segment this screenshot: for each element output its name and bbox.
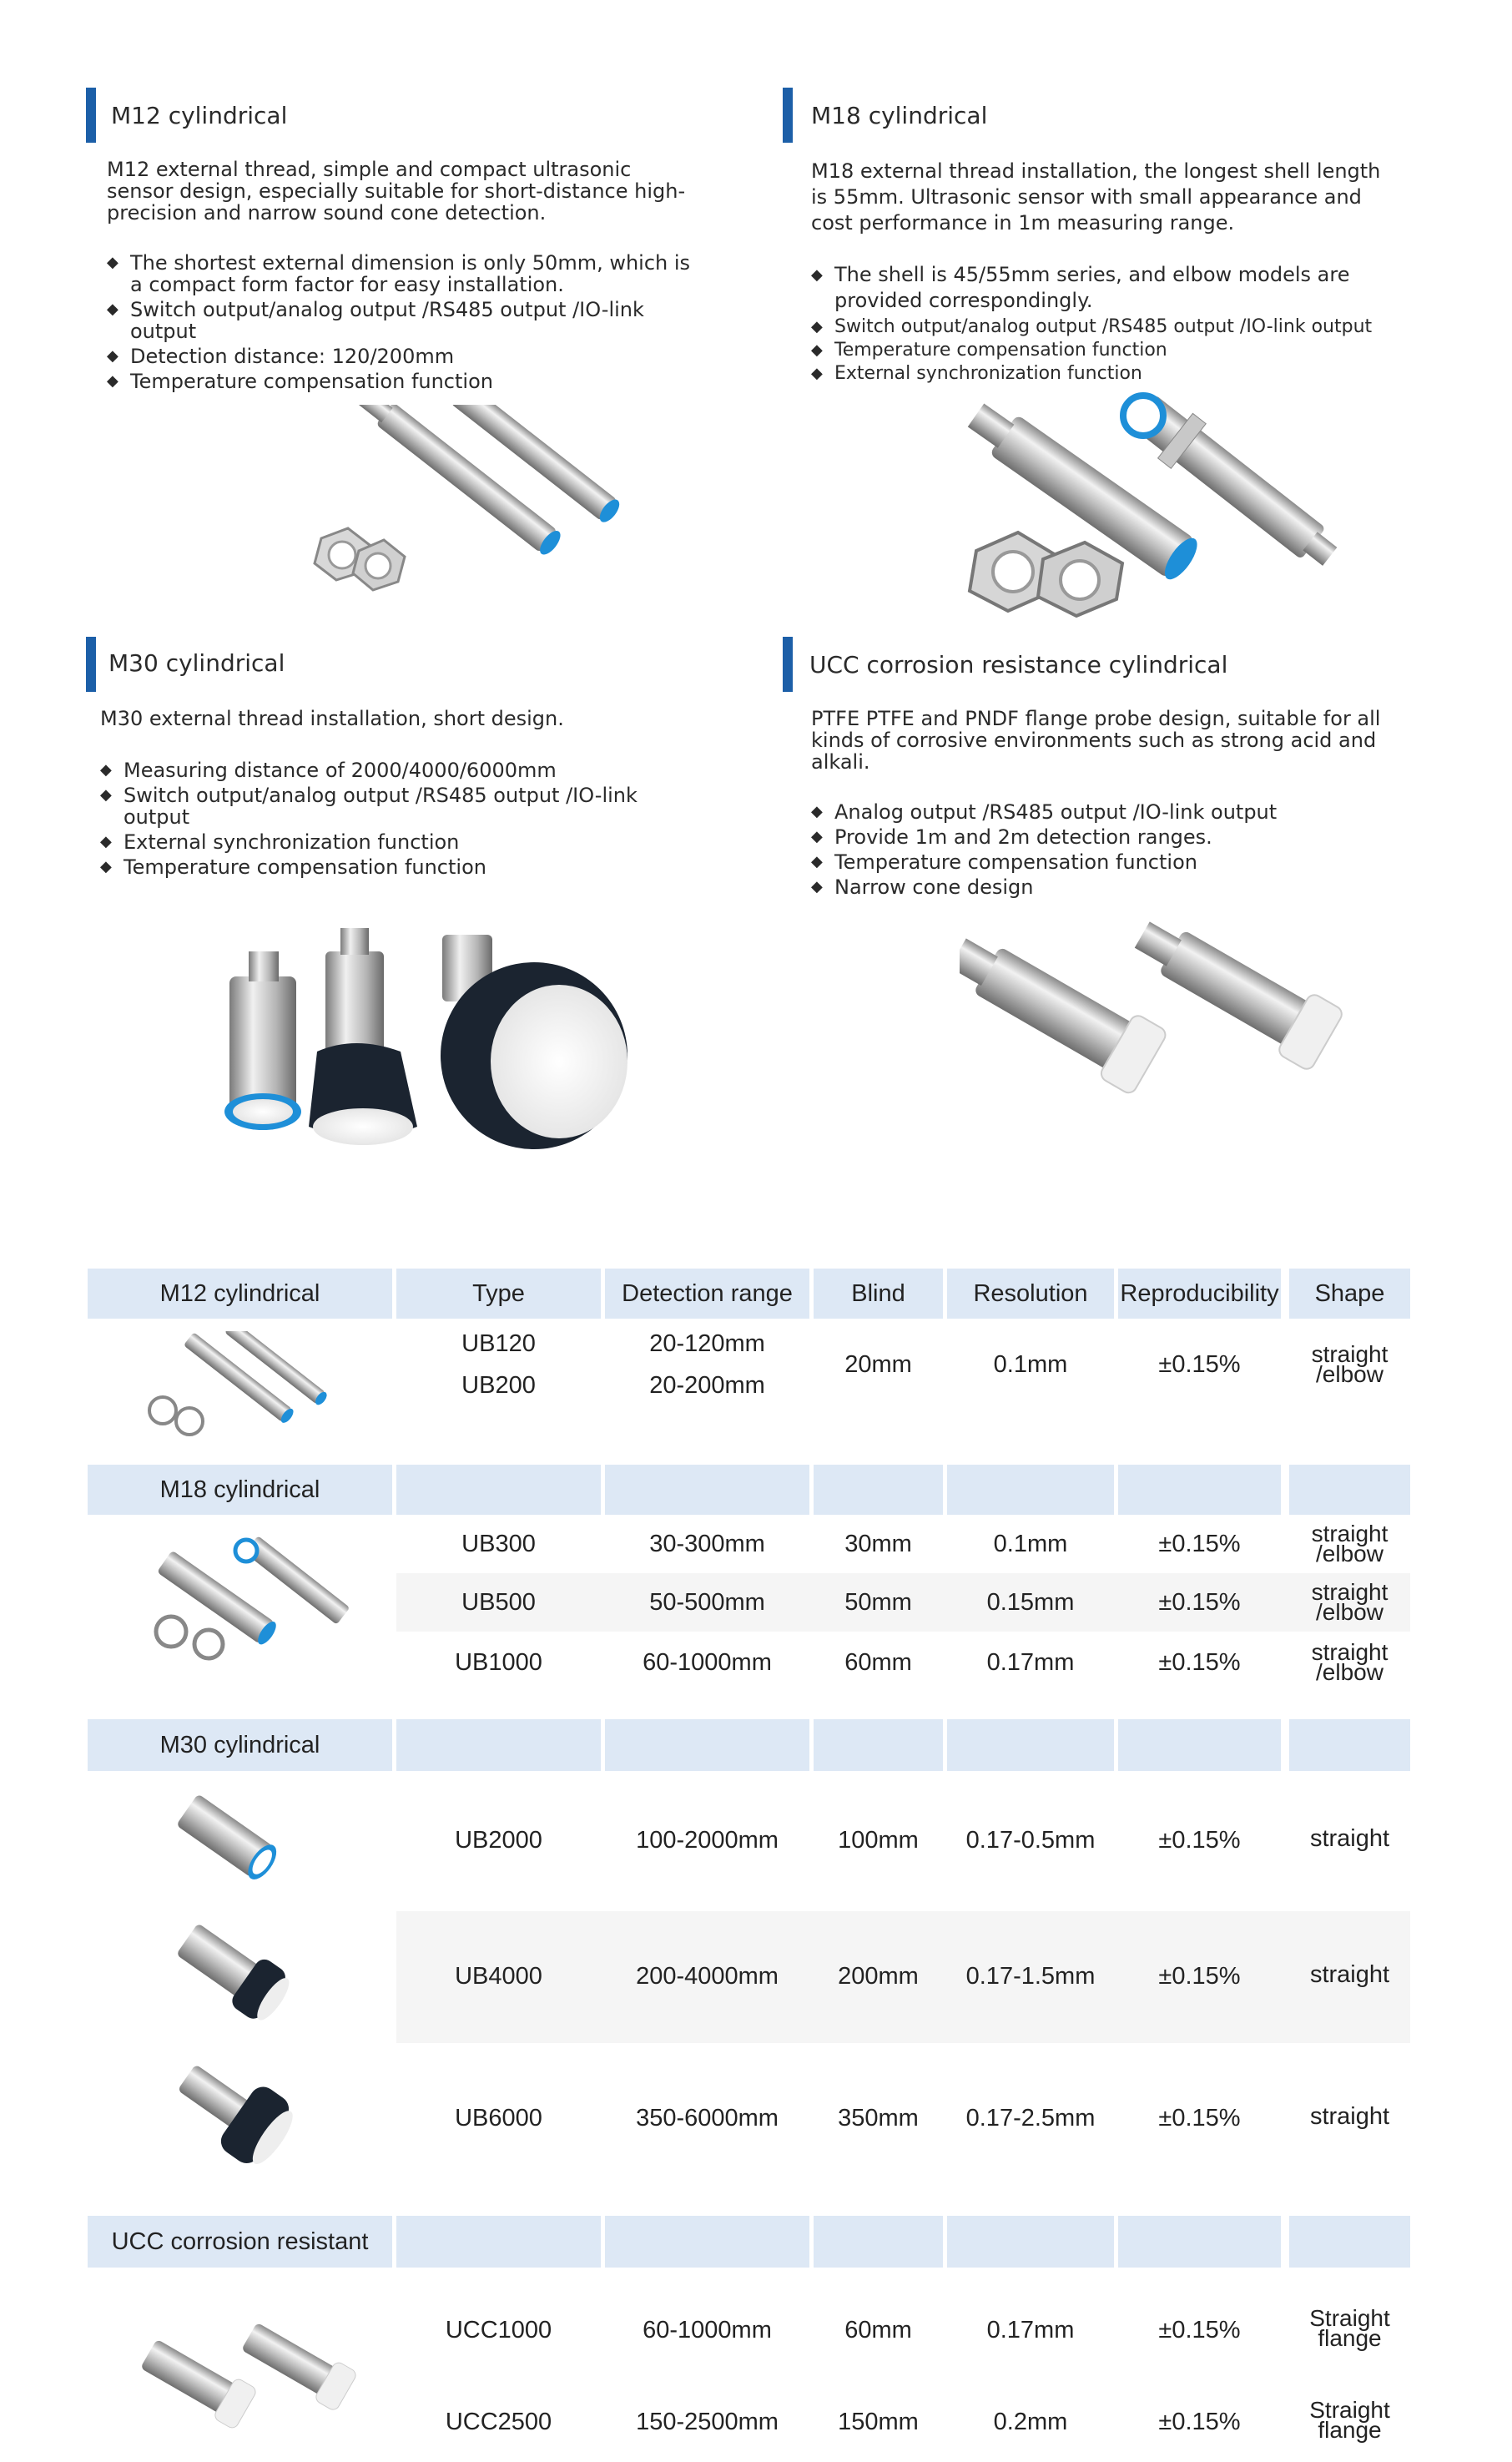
range-cell: 150-2500mm (636, 2408, 779, 2435)
column-header-cell (947, 1719, 1114, 1771)
reproducibility-cell: ±0.15% (1158, 1588, 1241, 1616)
m18-sensor-image (951, 392, 1352, 618)
column-header-cell (396, 1465, 601, 1515)
shape-line: straight (1311, 1341, 1389, 1367)
shape-line: /elbow (1316, 1541, 1383, 1566)
column-header-cell (605, 1719, 809, 1771)
shape-line: /elbow (1316, 1599, 1383, 1625)
feature-item: ◆ Temperature compensation function (107, 371, 691, 392)
feature-item: ◆ Narrow cone design (811, 876, 1387, 898)
shape-line: straight (1311, 1639, 1389, 1665)
shape-line: flange (1318, 2417, 1382, 2443)
shape-line: Straight (1309, 2305, 1390, 2331)
ub4000-thumb-image (171, 1915, 313, 2041)
section-title: M30 cylindrical (108, 649, 285, 677)
ub6000-thumb-image (171, 2053, 321, 2187)
column-header: Blind (851, 1279, 905, 1307)
m30-sensor-image (200, 918, 668, 1160)
shape-line: Straight (1309, 2397, 1390, 2423)
shape-cell (1289, 1335, 1410, 1394)
shape-cell (1289, 2394, 1410, 2447)
shape-cell (1289, 1577, 1410, 1627)
ucc-thumb-image (125, 2303, 367, 2445)
type-cell: UB1000 (455, 1648, 542, 1676)
range-cell: 50-500mm (649, 1588, 765, 1616)
type-cell: UB120 (461, 1329, 536, 1357)
blind-cell: 50mm (844, 1588, 912, 1616)
feature-item: ◆ Switch output/analog output /RS485 output /IO-link output (811, 317, 1387, 337)
resolution-cell: 0.2mm (993, 2408, 1068, 2435)
feature-item: ◆ The shell is 45/55mm series, and elbow models are provided correspondingly. (811, 262, 1387, 314)
column-header-cell (947, 1465, 1114, 1515)
shape-line: /elbow (1316, 1659, 1383, 1685)
blind-cell: 20mm (844, 1350, 912, 1378)
column-header-cell (1289, 2216, 1410, 2268)
resolution-cell: 0.17mm (986, 2316, 1075, 2343)
reproducibility-cell: ±0.15% (1158, 1962, 1241, 1990)
resolution-cell: 0.1mm (993, 1350, 1068, 1378)
feature-list (811, 262, 1387, 387)
m18-thumb-image (138, 1536, 355, 1661)
range-cell: 20-120mm (649, 1329, 765, 1357)
shape-line: flange (1318, 2325, 1382, 2351)
section-accent-bar (86, 88, 96, 143)
range-cell: 60-1000mm (643, 1648, 772, 1676)
feature-item: ◆ External synchronization function (100, 831, 684, 853)
resolution-cell: 0.17mm (986, 1648, 1075, 1676)
type-cell: UB6000 (455, 2104, 542, 2132)
reproducibility-cell: ±0.15% (1158, 1826, 1241, 1854)
column-header-cell (947, 2216, 1114, 2268)
column-header: Reproducibility (1120, 1279, 1279, 1307)
range-cell: 350-6000mm (636, 2104, 779, 2132)
group-name: M18 cylindrical (159, 1476, 320, 1503)
shape-cell: straight (1309, 2102, 1390, 2130)
range-cell: 60-1000mm (643, 2316, 772, 2343)
feature-list (811, 801, 1387, 901)
column-header-cell (396, 2216, 601, 2268)
reproducibility-cell: ±0.15% (1158, 1530, 1241, 1557)
section-accent-bar (783, 637, 793, 692)
section-description: M12 external thread, simple and compact ultrasonic sensor design, especially suitable for short-distance high-precision and narrow sound cone detection. (107, 158, 686, 225)
reproducibility-cell: ±0.15% (1158, 1648, 1241, 1676)
column-header-cell (1118, 1465, 1281, 1515)
blind-cell: 30mm (844, 1530, 912, 1557)
feature-item: ◆ Switch output/analog output /RS485 output /IO-link output (107, 299, 691, 342)
group-name: UCC corrosion resistant (111, 2227, 369, 2255)
range-cell: 200-4000mm (636, 1962, 779, 1990)
reproducibility-cell: ±0.15% (1158, 1350, 1241, 1378)
blind-cell: 200mm (838, 1962, 919, 1990)
shape-cell: straight (1309, 1824, 1390, 1852)
section-accent-bar (783, 88, 793, 143)
shape-line: straight (1311, 1521, 1389, 1546)
resolution-cell: 0.17-0.5mm (965, 1826, 1096, 1854)
feature-item: ◆ External synchronization function (811, 364, 1387, 384)
feature-item: ◆ Measuring distance of 2000/4000/6000mm (100, 759, 684, 781)
blind-cell: 60mm (844, 2316, 912, 2343)
section-title: M18 cylindrical (811, 102, 988, 129)
column-header: Resolution (973, 1279, 1088, 1307)
ub2000-thumb-image (171, 1786, 296, 1894)
column-header-cell (605, 1465, 809, 1515)
blind-cell: 150mm (838, 2408, 919, 2435)
shape-cell (1289, 2302, 1410, 2355)
feature-item: ◆ Detection distance: 120/200mm (107, 346, 691, 367)
resolution-cell: 0.17-2.5mm (965, 2104, 1096, 2132)
reproducibility-cell: ±0.15% (1158, 2316, 1241, 2343)
column-header-cell (814, 1719, 943, 1771)
feature-item: ◆ Temperature compensation function (811, 851, 1387, 873)
feature-item: ◆ Switch output/analog output /RS485 output /IO-link output (100, 785, 684, 828)
type-cell: UB2000 (455, 1826, 542, 1854)
feature-list (107, 252, 691, 396)
feature-item: ◆ Temperature compensation function (100, 856, 684, 878)
blind-cell: 350mm (838, 2104, 919, 2132)
feature-item: ◆ The shortest external dimension is only 50mm, which is a compact form factor for easy installation. (107, 252, 691, 295)
range-cell: 20-200mm (649, 1371, 765, 1399)
column-header-cell (1289, 1719, 1410, 1771)
blind-cell: 60mm (844, 1648, 912, 1676)
shape-cell (1289, 1519, 1410, 1569)
type-cell: UB300 (461, 1530, 536, 1557)
section-description: M18 external thread installation, the longest shell length is 55mm. Ultrasonic sensor with small appearance and cost performance in 1m measuring range. (811, 159, 1381, 235)
type-cell: UB500 (461, 1588, 536, 1616)
shape-cell (1289, 1637, 1410, 1688)
shape-line: straight (1311, 1579, 1389, 1605)
shape-line: /elbow (1316, 1361, 1383, 1387)
m12-sensor-image (296, 405, 630, 609)
feature-item: ◆ Temperature compensation function (811, 341, 1387, 361)
column-header-cell (814, 2216, 943, 2268)
column-header: Detection range (622, 1279, 793, 1307)
group-name: M30 cylindrical (159, 1731, 320, 1758)
range-cell: 100-2000mm (636, 1826, 779, 1854)
type-cell: UB4000 (455, 1962, 542, 1990)
type-cell: UCC2500 (445, 2408, 552, 2435)
column-header-cell (1118, 2216, 1281, 2268)
feature-list (100, 759, 684, 881)
column-header: Type (472, 1279, 525, 1307)
column-header: Shape (1314, 1279, 1385, 1307)
range-cell: 30-300mm (649, 1530, 765, 1557)
reproducibility-cell: ±0.15% (1158, 2104, 1241, 2132)
ucc-sensor-image (960, 910, 1377, 1127)
feature-item: ◆ Provide 1m and 2m detection ranges. (811, 826, 1387, 848)
column-header-cell (605, 2216, 809, 2268)
m12-thumb-image (138, 1331, 338, 1440)
section-title: M12 cylindrical (111, 102, 288, 129)
blind-cell: 100mm (838, 1826, 919, 1854)
column-header-cell (1289, 1465, 1410, 1515)
section-accent-bar (86, 637, 96, 692)
resolution-cell: 0.1mm (993, 1530, 1068, 1557)
section-description: M30 external thread installation, short design. (100, 707, 564, 730)
type-cell: UCC1000 (445, 2316, 552, 2343)
group-name: M12 cylindrical (159, 1279, 320, 1307)
section-description: PTFE PTFE and PNDF flange probe design, suitable for all kinds of corrosive environments such as strong acid and alkali. (811, 707, 1381, 774)
column-header-cell (1118, 1719, 1281, 1771)
shape-cell: straight (1309, 1960, 1390, 1988)
resolution-cell: 0.17-1.5mm (965, 1962, 1096, 1990)
type-cell: UB200 (461, 1371, 536, 1399)
section-title: UCC corrosion resistance cylindrical (809, 651, 1228, 679)
column-header-cell (396, 1719, 601, 1771)
reproducibility-cell: ±0.15% (1158, 2408, 1241, 2435)
feature-item: ◆ Analog output /RS485 output /IO-link output (811, 801, 1387, 823)
column-header-cell (814, 1465, 943, 1515)
resolution-cell: 0.15mm (986, 1588, 1075, 1616)
